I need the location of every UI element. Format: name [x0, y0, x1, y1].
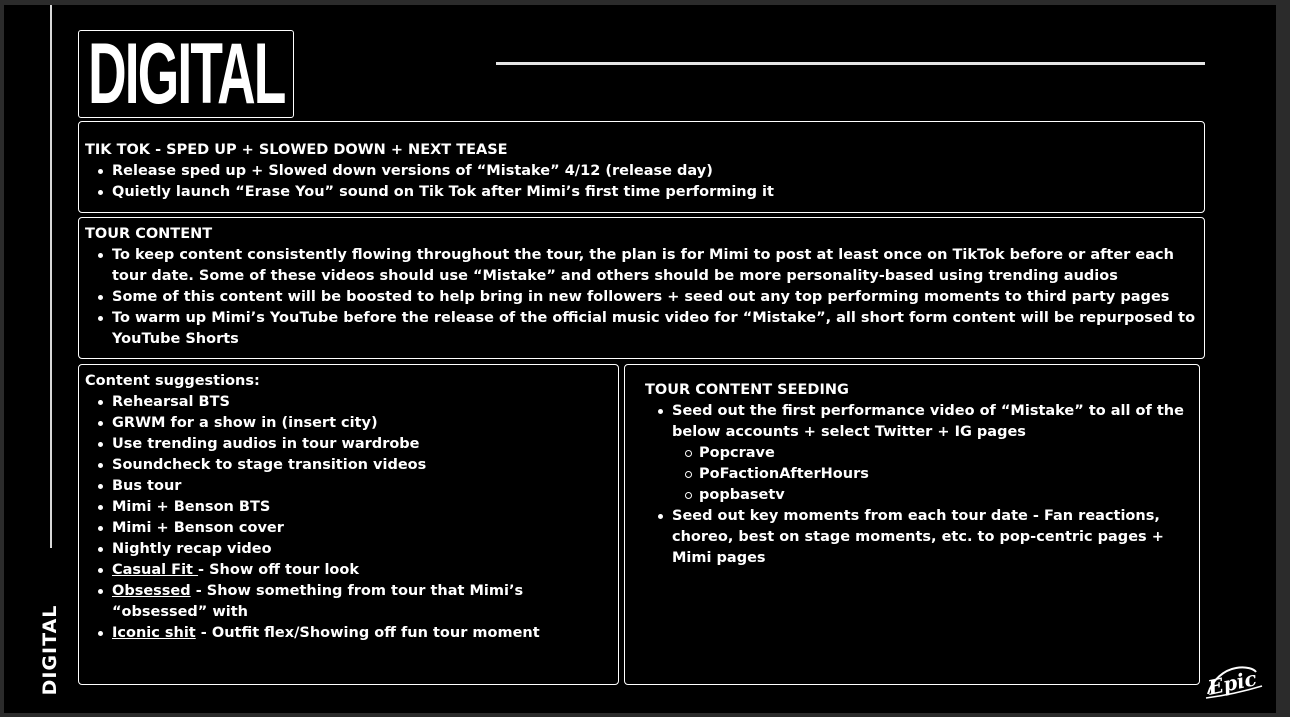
title-rule [496, 62, 1205, 65]
list-item: Mimi + Benson BTS [112, 497, 612, 518]
seeding-bullet-text: Seed out the first performance video of “Mistake” to all of the below accounts + select Twitter + IG pages [672, 403, 1184, 440]
suggestion-desc: - Show off tour look [198, 562, 359, 578]
list-item: To warm up Mimi’s YouTube before the release of the official music video for “Mistake”, all short form content will be repurposed to YouTube Shorts [112, 308, 1198, 350]
slide [4, 5, 1276, 713]
sidebar-label: DIGITAL [39, 604, 61, 696]
list-item [112, 560, 612, 581]
tour-content-heading: TOUR CONTENT [85, 226, 213, 242]
list-item [112, 581, 612, 623]
list-item: Seed out key moments from each tour date - Fan reactions, choreo, best on stage moments, etc. to pop-centric pages + Mimi pages [672, 506, 1193, 569]
list-item: Some of this content will be boosted to help bring in new followers + seed out any top performing moments to third party pages [112, 287, 1198, 308]
list-item: Use trending audios in tour wardrobe [112, 434, 612, 455]
list-item: Soundcheck to stage transition videos [112, 455, 612, 476]
suggestion-term: Iconic shit [112, 625, 196, 641]
logo-text: Epic [1205, 666, 1259, 700]
content-suggestions-heading: Content suggestions: [85, 373, 260, 389]
tour-content-section [78, 217, 1205, 359]
list-item: Mimi + Benson cover [112, 518, 612, 539]
account-item: popbasetv [699, 485, 1193, 506]
tiktok-list [85, 161, 1198, 203]
list-item: Rehearsal BTS [112, 392, 612, 413]
list-item: Bus tour [112, 476, 612, 497]
account-item: PoFactionAfterHours [699, 464, 1193, 485]
sidebar-rule [50, 5, 52, 548]
suggestion-term: Casual Fit [112, 562, 199, 578]
tiktok-section [78, 121, 1205, 213]
page-title: DIGITAL [87, 30, 285, 118]
seeding-accounts-list [672, 443, 1193, 506]
suggestion-desc: - Outfit flex/Showing off fun tour moment [195, 625, 540, 641]
suggestion-term: Obsessed [112, 583, 191, 599]
list-item [112, 623, 612, 644]
list-item [672, 401, 1193, 506]
list-item: Release sped up + Slowed down versions of “Mistake” 4/12 (release day) [112, 161, 1198, 182]
tour-seeding-heading: TOUR CONTENT SEEDING [645, 382, 849, 398]
list-item: To keep content consistently flowing throughout the tour, the plan is for Mimi to post at least once on TikTok before or after each tour date. Some of these videos should use “Mistake” and others should be more personality-based using trending audios [112, 245, 1198, 287]
content-suggestions-list [85, 392, 612, 644]
content-suggestions-section [78, 364, 619, 685]
epic-logo-icon [1202, 660, 1266, 702]
list-item: Quietly launch “Erase You” sound on Tik Tok after Mimi’s first time performing it [112, 182, 1198, 203]
list-item: GRWM for a show in (insert city) [112, 413, 612, 434]
suggestion-desc: - Show something from tour that Mimi’s “obsessed” with [112, 583, 524, 620]
account-item: Popcrave [699, 443, 1193, 464]
tour-content-list [85, 245, 1198, 350]
list-item: Nightly recap video [112, 539, 612, 560]
tiktok-heading: TIK TOK - SPED UP + SLOWED DOWN + NEXT TEASE [85, 142, 508, 158]
tour-seeding-section [624, 364, 1200, 685]
tour-seeding-list [645, 401, 1193, 569]
title-box [78, 30, 294, 118]
